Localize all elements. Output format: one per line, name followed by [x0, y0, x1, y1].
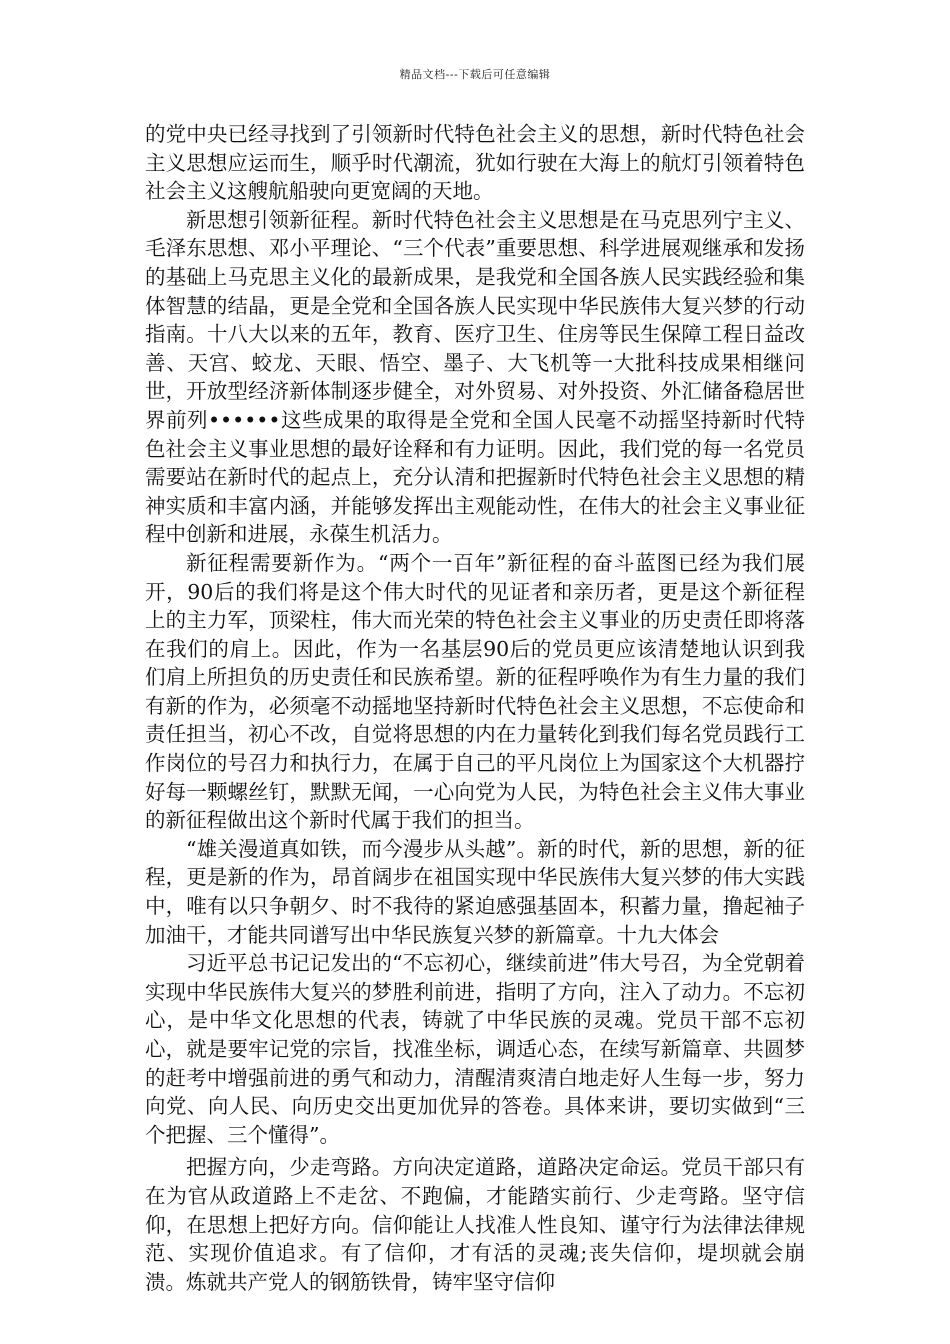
page-header: 精品文档---下载后可任意编辑 — [399, 68, 551, 81]
paragraph-6: 把握方向，少走弯路。方向决定道路，道路决定命运。党员干部只有在为官从政道路上不走岔、不跑偏，才能踏实前行、少走弯路。坚守信仰，在思想上把好方向。信仰能让人找准人性良知、谨守行为法律法律规范、实现价值追求。有了信仰，才有活的灵魂;丧失信仰，堤坝就会崩溃。炼就共产党人的钢筋铁骨，铸牢坚守信仰 — [145, 1155, 805, 1294]
paragraph-1: 的党中央已经寻找到了引领新时代特色社会主义的思想，新时代特色社会主义思想应运而生，顺乎时代潮流，犹如行驶在大海上的航灯引领着特色社会主义这艘航船驶向更宽阔的天地。 — [145, 122, 805, 204]
paragraph-4: “雄关漫道真如铁，而今漫步从头越”。新的时代，新的思想，新的征程，更是新的作为，昂首阔步在祖国实现中华民族伟大复兴梦的伟大实践中，唯有以只争朝夕、时不我待的紧迫感强基固本，积蓄力量，撸起袖子加油干，才能共同谱写出中华民族复兴梦的新篇章。十九大体会 — [145, 836, 805, 947]
paragraph-3: 新征程需要新作为。“两个一百年”新征程的奋斗蓝图已经为我们展开，90后的我们将是这个伟大时代的见证者和亲历者，更是这个新征程上的主力军，顶梁柱，伟大而光荣的特色社会主义事业的历史责任即将落在我们的肩上。因此，作为一名基层90后的党员更应该清楚地认识到我们肩上所担负的历史责任和民族希望。新的征程呼唤作为有生力量的我们有新的作为，必须毫不动摇地坚持新时代特色社会主义思想，不忘使命和责任担当，初心不改，自觉将思想的内在力量转化到我们每名党员践行工作岗位的号召力和执行力，在属于自己的平凡岗位上为国家这个大机器拧好每一颗螺丝钉，默默无闻，一心向党为人民，为特色社会主义伟大事业的新征程做出这个新时代属于我们的担当。 — [145, 550, 805, 833]
document-body — [145, 120, 805, 1296]
paragraph-5: 习近平总书记记发出的“不忘初心，继续前进”伟大号召，为全党朝着实现中华民族伟大复兴的梦胜利前进，指明了方向，注入了动力。不忘初心，是中华文化思想的代表，铸就了中华民族的灵魂。党员干部不忘初心，就是要牢记党的宗旨，找准坐标，调适心态，在续写新篇章、共圆梦的赶考中增强前进的勇气和动力，清醒清爽清白地走好人生每一步，努力向党、向人民、向历史交出更加优异的答卷。具体来讲，要切实做到“三个把握、三个懂得”。 — [145, 951, 805, 1147]
paragraph-2: 新思想引领新征程。新时代特色社会主义思想是在马克思列宁主义、毛泽东思想、邓小平理论、“三个代表”重要思想、科学进展观继承和发扬的基础上马克思主义化的最新成果，是我党和全国各族人民实践经验和集体智慧的结晶，更是全党和全国各族人民实现中华民族伟大复兴梦的行动指南。十八大以来的五年，教育、医疗卫生、住房等民生保障工程日益改善、天宫、蛟龙、天眼、悟空、墨子、大飞机等一大批科技成果相继问世，开放型经济新体制逐步健全，对外贸易、对外投资、外汇储备稳居世界前列••••••这些成果的取得是全党和全国人民毫不动摇坚持新时代特色社会主义事业思想的最好诠释和有力证明。因此，我们党的每一名党员需要站在新时代的起点上，充分认清和把握新时代特色社会主义思想的精神实质和丰富内涵，并能够发挥出主观能动性，在伟大的社会主义事业征程中创新和进展，永葆生机活力。 — [145, 207, 805, 547]
